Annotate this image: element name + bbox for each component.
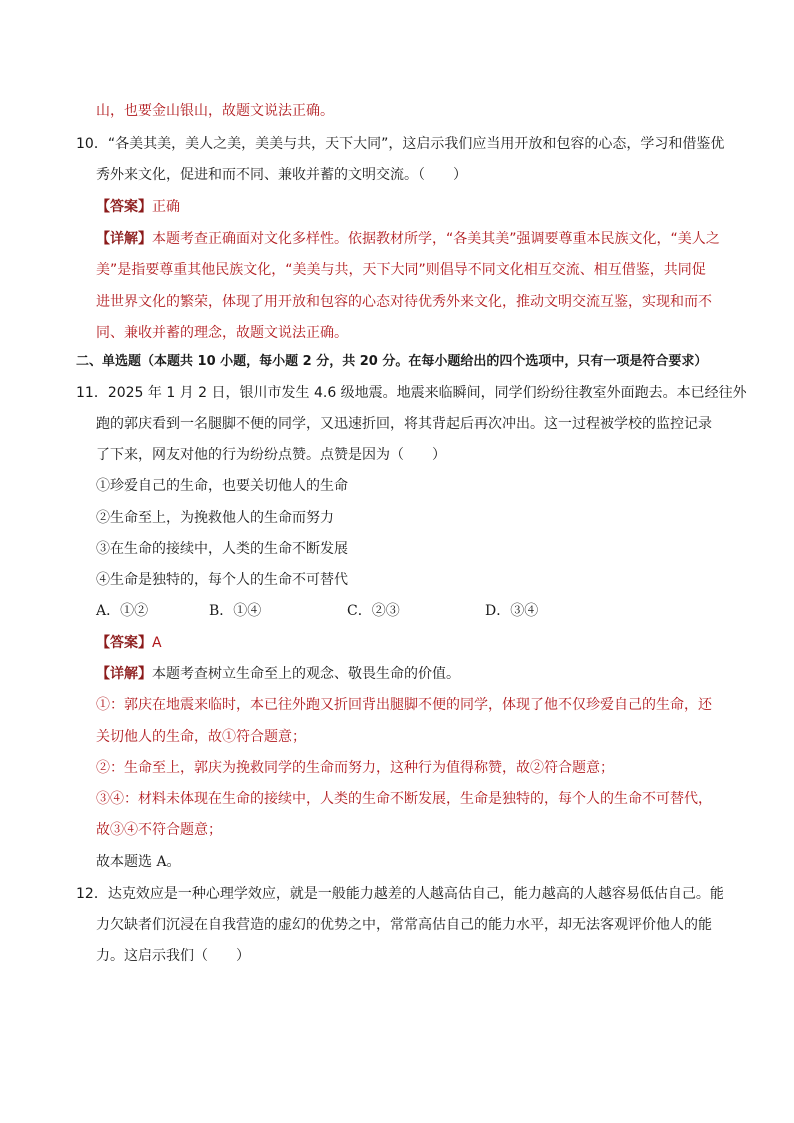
q11-item-4: ④生命是独特的，每个人的生命不可替代 [96, 572, 348, 588]
q11-option-a: A．①② [96, 603, 149, 619]
q11-conclusion: 故本题选 A。 [96, 854, 181, 870]
q11-option-d: D．③④ [485, 603, 539, 619]
q11-detail-tag: 【详解】 [96, 666, 152, 682]
q9-tail-text: 山，也要金山银山，故题文说法正确。 [96, 103, 334, 119]
q11-analysis-line3: ②：生命至上，郭庆为挽救同学的生命而努力，这种行为值得称赞，故②符合题意； [96, 760, 614, 776]
q12-number: 12． [76, 886, 108, 902]
q10-stem-line1 [76, 134, 724, 154]
q10-number: 10． [76, 136, 108, 152]
q10-detail-line3: 进世界文化的繁荣，体现了用开放和包容的心态对待优秀外来文化，推动文明交流互鉴，实现和而不 [96, 294, 712, 310]
q11-analysis-line4: ③④：材料未体现在生命的接续中，人类的生命不断发展，生命是独特的，每个人的生命不可替代， [96, 791, 712, 807]
q10-answer [96, 197, 180, 217]
q11-stem-line1 [76, 383, 747, 403]
q11-answer-tag: 【答案】 [96, 635, 152, 651]
q11-number: 11． [76, 385, 108, 401]
q10-detail-text1: 本题考查正确面对文化多样性。依据教材所学，“各美其美”强调要尊重本民族文化，“美人之 [152, 231, 720, 247]
q11-analysis-line5: 故③④不符合题意； [96, 822, 222, 838]
q12-stem-line2: 力欠缺者们沉浸在自我营造的虚幻的优势之中，常常高估自己的能力水平，却无法客观评价他人的能 [96, 917, 712, 933]
q11-analysis-line1: ①：郭庆在地震来临时，本已往外跑又折回背出腿脚不便的同学，体现了他不仅珍爱自己的生命，还 [96, 697, 712, 713]
q11-item-1: ①珍爱自己的生命，也要关切他人的生命 [96, 478, 348, 494]
q11-answer [96, 633, 162, 653]
q10-stem-text1: “各美其美，美人之美，美美与共，天下大同”，这启示我们应当用开放和包容的心态，学习和借鉴优 [107, 136, 725, 152]
q11-option-c: C．②③ [347, 603, 400, 619]
q11-stem-line3: 了下来，网友对他的行为纷纷点赞。点赞是因为（ ） [96, 447, 446, 463]
q10-detail-line4: 同、兼收并蓄的理念，故题文说法正确。 [96, 325, 348, 341]
q11-detail-line1 [96, 664, 460, 684]
q10-answer-tag: 【答案】 [96, 199, 152, 215]
q11-item-2: ②生命至上，为挽救他人的生命而努力 [96, 510, 334, 526]
q11-stem-line2: 跑的郭庆看到一名腿脚不便的同学，又迅速折回，将其背起后再次冲出。这一过程被学校的监控记录 [96, 416, 712, 432]
q11-option-b: B．①④ [209, 603, 262, 619]
q11-detail-text1: 本题考查树立生命至上的观念、敬畏生命的价值。 [152, 666, 460, 682]
q10-detail-line2: 美”是指要尊重其他民族文化，“美美与共，天下大同”则倡导不同文化相互交流、相互借鉴，共同促 [96, 262, 706, 278]
q10-stem-line2: 秀外来文化，促进和而不同、兼收并蓄的文明交流。（ ） [96, 167, 467, 183]
q10-answer-value: 正确 [152, 199, 180, 215]
q12-stem-line3: 力。这启示我们（ ） [96, 948, 250, 964]
q12-stem-line1 [76, 884, 724, 904]
q11-answer-value: A [152, 635, 162, 651]
q11-item-3: ③在生命的接续中，人类的生命不断发展 [96, 541, 348, 557]
q10-detail-line1 [96, 229, 720, 249]
q11-analysis-line2: 关切他人的生命，故①符合题意； [96, 729, 306, 745]
q10-detail-tag: 【详解】 [96, 231, 152, 247]
q12-stem-text1: 达克效应是一种心理学效应，就是一般能力越差的人越高估自己，能力越高的人越容易低估自己。能 [107, 886, 724, 902]
q11-stem-text1: 2025 年 1 月 2 日，银川市发生 4.6 级地震。地震来临瞬间，同学们纷纷往教室外面跑去。本已经往外 [107, 385, 747, 401]
section-heading: 二、单选题（本题共 10 小题，每小题 2 分，共 20 分。在每小题给出的四个选项中，只有一项是符合要求） [76, 354, 708, 369]
